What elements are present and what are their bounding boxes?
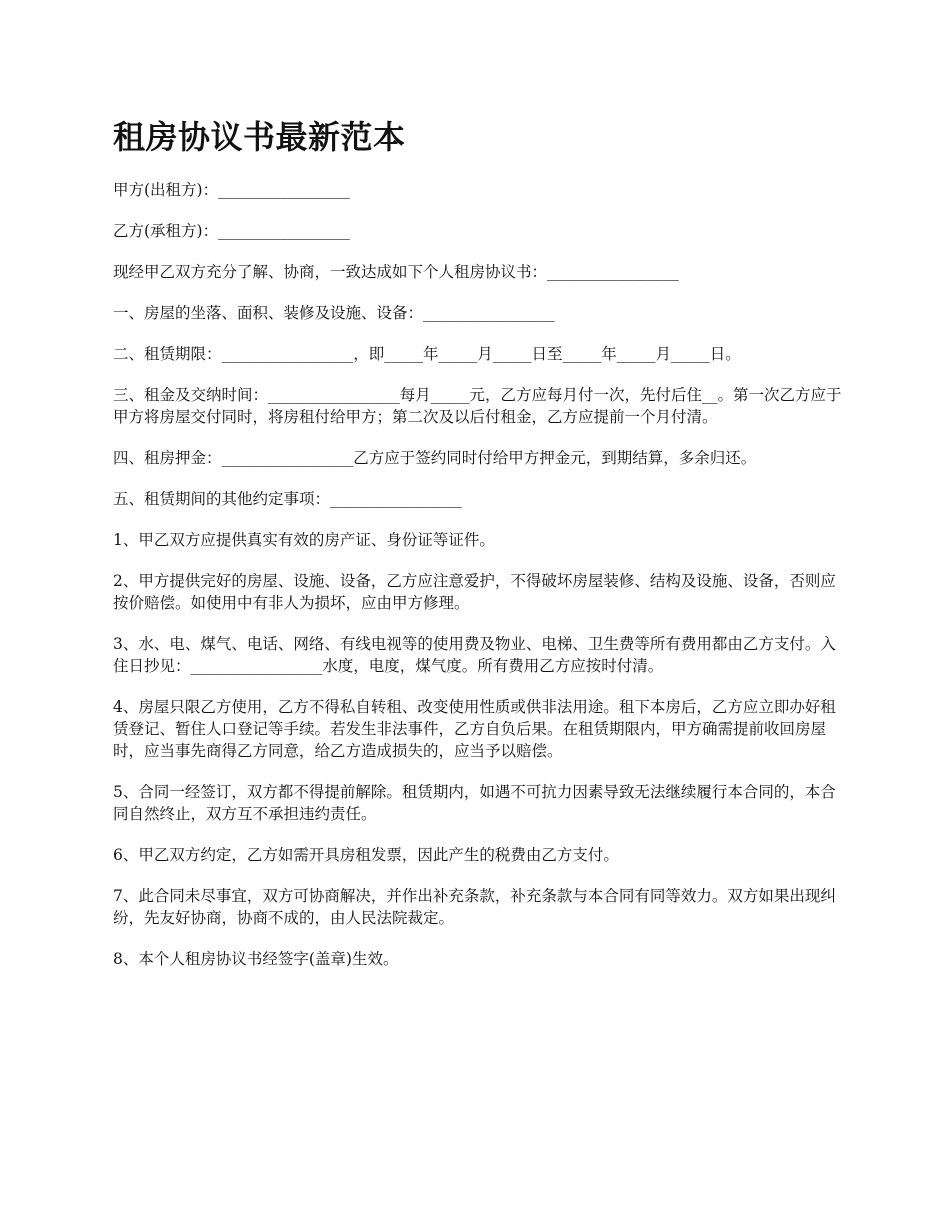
document-page [113,113,843,989]
term-item-6: 6、甲乙双方约定，乙方如需开具房租发票，因此产生的税费由乙方支付。 [113,846,619,864]
clause-1-property: 一、房屋的坐落、面积、装修及设施、设备：_________________ [113,304,555,322]
term-item-8: 8、本个人租房协议书经签字(盖章)生效。 [113,950,399,968]
clause-3-rent: 三、租金及交纳时间：_________________每月_____元，乙方应每月付一次，先付后住__。第一次乙方应于甲方将房屋交付同时，将房租付给甲方；第二次及以后付租金，乙方应提前一个月付清。 [113,386,842,426]
term-item-1: 1、甲乙双方应提供真实有效的房产证、身份证等证件。 [113,531,495,549]
term-item-7: 7、此合同未尽事宜，双方可协商解决，并作出补充条款，补充条款与本合同有同等效力。双方如果出现纠纷，先友好协商，协商不成的，由人民法院裁定。 [113,887,836,927]
term-item-4: 4、房屋只限乙方使用，乙方不得私自转租、改变使用性质或供非法用途。租下本房后，乙方应立即办好租赁登记、暂住人口登记等手续。若发生非法事件，乙方自负后果。在租赁期限内，甲方确需提前收回房屋时，应当事先商得乙方同意，给乙方造成损失的，应当予以赔偿。 [113,698,836,760]
term-item-5: 5、合同一经签订，双方都不得提前解除。租赁期内，如遇不可抗力因素导致无法继续履行本合同的，本合同自然终止，双方互不承担违约责任。 [113,783,836,823]
term-item-2: 2、甲方提供完好的房屋、设施、设备，乙方应注意爱护，不得破坏房屋装修、结构及设施、设备，否则应按价赔偿。如使用中有非人为损坏，应由甲方修理。 [113,572,836,612]
preamble-paragraph: 现经甲乙双方充分了解、协商，一致达成如下个人租房协议书：_________________ [113,263,679,281]
term-item-3: 3、水、电、煤气、电话、网络、有线电视等的使用费及物业、电梯、卫生费等所有费用都由乙方支付。入住日抄见：_________________水度，电度，煤气度。所有费用乙方应按时付清。 [113,635,836,675]
party-a-line: 甲方(出租方)：_________________ [113,181,350,199]
clause-4-deposit: 四、租房押金：_________________乙方应于签约同时付给甲方押金元，到期结算，多余归还。 [113,449,757,467]
clause-2-term: 二、租赁期限：_________________，即_____年_____月_____日至_____年_____月_____日。 [113,345,741,363]
party-b-line: 乙方(承租方)：_________________ [113,222,350,240]
clause-5-other-terms: 五、租赁期间的其他约定事项：_________________ [113,490,462,508]
document-title: 租房协议书最新范本 [113,118,406,156]
